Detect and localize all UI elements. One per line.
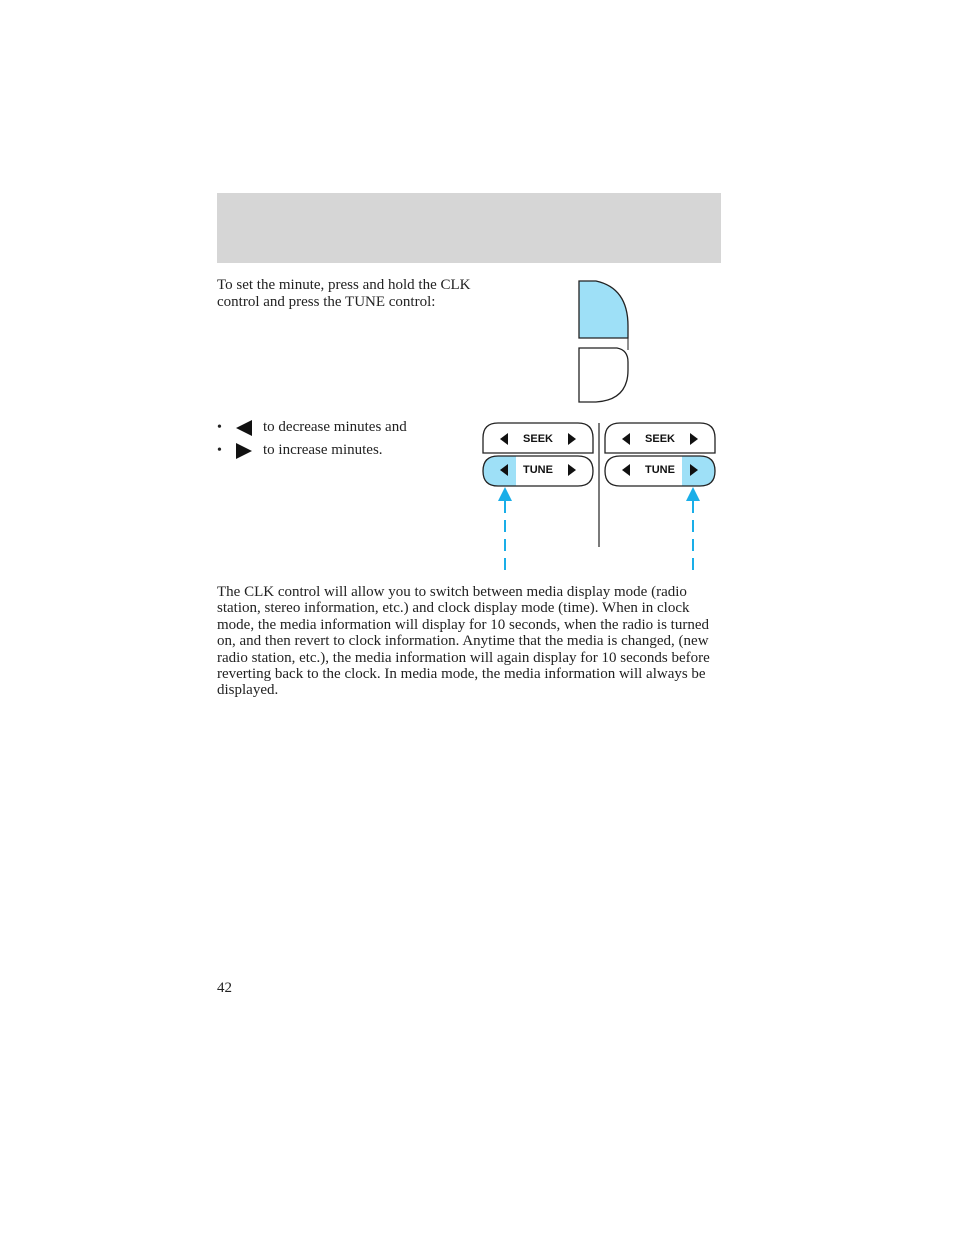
pointer-arrow-right-icon xyxy=(686,487,700,576)
left-triangle-icon xyxy=(235,420,263,436)
bullet-increase xyxy=(217,439,407,462)
tune-label: TUNE xyxy=(645,464,675,476)
tune-right-arrow-icon xyxy=(568,464,576,476)
right-triangle-icon xyxy=(235,443,263,459)
seek-label: SEEK xyxy=(523,433,553,445)
bullet-dot: • xyxy=(217,419,222,435)
clk-description-paragraph: The CLK control will allow you to switch between media display mode (radio station, stereo information, etc.) and clock display mode (time). When in clock mode, the media information will display for 10 seconds, when the radio is turned on, and then revert to clock information. Anytime that the media is changed, (new radio station, etc.), the media information will again display for 10 seconds before reverting back to the clock. In media mode, the media information will always be displayed. xyxy=(217,584,710,699)
seek-label: SEEK xyxy=(645,433,675,445)
tune-label: TUNE xyxy=(523,464,553,476)
clk-lower-button xyxy=(579,348,628,402)
bullet-dot: • xyxy=(217,442,222,458)
section-header-band xyxy=(217,193,721,263)
intro-text: To set the minute, press and hold the CLK control and press the TUNE control: xyxy=(217,277,471,310)
radio-panel-left xyxy=(483,423,593,486)
seek-tune-illustration xyxy=(478,420,723,580)
clk-control-illustration xyxy=(570,278,640,408)
tune-left-arrow-icon xyxy=(622,464,630,476)
radio-panel-right xyxy=(605,423,715,486)
pointer-arrow-left-icon xyxy=(498,487,512,576)
bullet-text: to increase minutes. xyxy=(263,442,383,458)
instruction-bullets xyxy=(217,416,407,462)
bullet-text: to decrease minutes and xyxy=(263,419,407,435)
page-number: 42 xyxy=(217,980,232,996)
bullet-decrease xyxy=(217,416,407,439)
clk-upper-button xyxy=(579,281,628,338)
